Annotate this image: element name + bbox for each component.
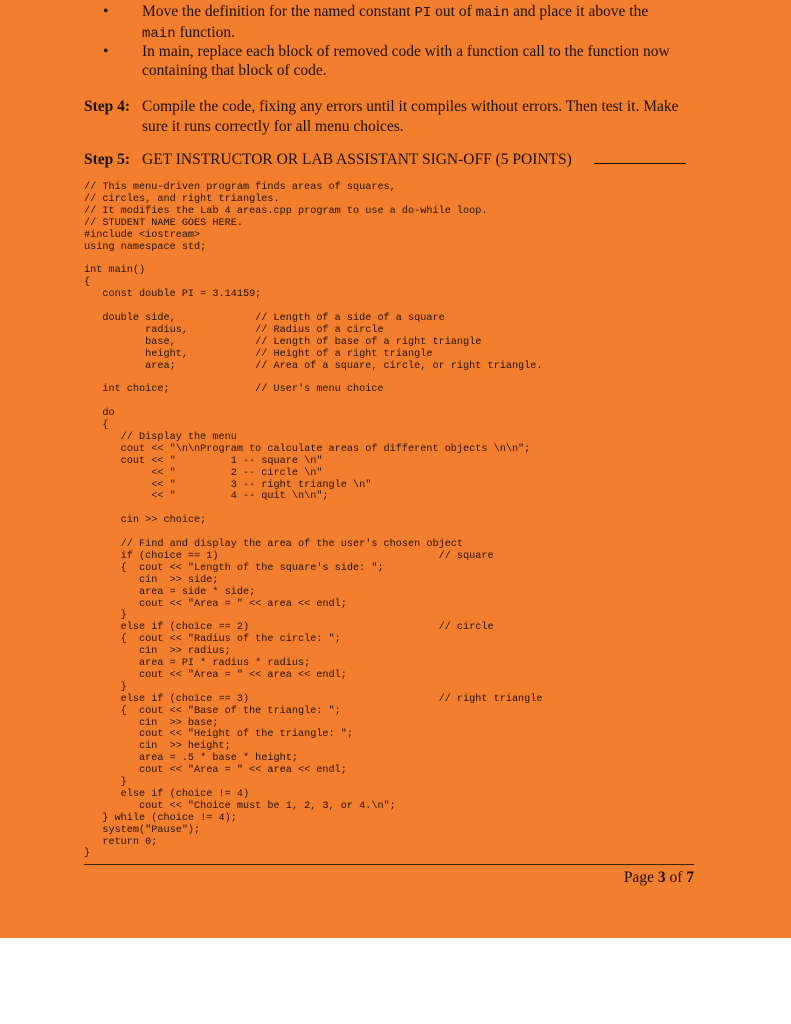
code-line: if (choice == 1) // square — [84, 550, 494, 562]
code-line: // This menu-driven program finds areas of squares, — [84, 182, 396, 193]
bullet-text: out of — [431, 3, 476, 20]
code-line: cin >> radius; — [84, 646, 231, 658]
code-line: } while (choice != 4); — [84, 812, 237, 824]
code-line: using namespace std; — [84, 241, 207, 253]
code-line: cout << "Area = " << area << endl; — [84, 669, 347, 681]
footer-text: Page — [623, 869, 658, 886]
bullet-text: In main, replace each block of removed code with a function call to the function now containing that block of code. — [142, 43, 670, 79]
code-line: base, // Length of base of a right triangle — [84, 336, 482, 348]
code-line: { — [84, 420, 109, 431]
code-line: { cout << "Base of the triangle: "; — [84, 705, 341, 717]
code-line: area; // Area of a square, circle, or right triangle. — [84, 360, 543, 372]
code-line: return 0; — [84, 836, 158, 848]
code-line: #include <iostream> — [84, 229, 201, 241]
code-line: else if (choice != 4) — [84, 788, 250, 800]
code-line: cout << "Choice must be 1, 2, 3, or 4.\n"; — [84, 800, 396, 812]
code-line: cout << " 1 -- square \n" — [84, 455, 323, 467]
code-term: main — [475, 5, 510, 21]
code-line: cout << "\n\nProgram to calculate areas of different objects \n\n"; — [84, 443, 531, 455]
code-line: { cout << "Length of the square's side: "; — [84, 562, 384, 574]
step-label: Step 4: — [84, 98, 131, 115]
code-line: // It modifies the Lab 4 areas.cpp program to use a do-while loop. — [84, 205, 488, 217]
code-line: double side, // Length of a side of a square — [84, 312, 445, 324]
code-line: else if (choice == 3) // right triangle — [84, 693, 543, 705]
code-line: cout << "Area = " << area << endl; — [84, 598, 347, 610]
code-line: const double PI = 3.14159; — [84, 289, 262, 301]
code-line: cout << "Height of the triangle: "; — [84, 729, 353, 741]
bullet-text: and place it above the — [509, 3, 649, 20]
bullet-text: Move the definition for the named constant — [142, 3, 415, 20]
bullet-text: function. — [175, 24, 236, 41]
page-footer — [624, 869, 694, 887]
code-line: cin >> choice; — [84, 515, 207, 527]
code-line: else if (choice == 2) // circle — [84, 622, 494, 634]
step-text: GET INSTRUCTOR OR LAB ASSISTANT SIGN-OFF (5 POINTS) — [142, 151, 572, 168]
page-number: 3 — [657, 869, 666, 886]
code-line: do — [84, 408, 115, 420]
code-line: int main() — [84, 265, 146, 277]
code-line: cin >> side; — [84, 574, 219, 586]
code-line: area = PI * radius * radius; — [84, 658, 311, 669]
code-line: radius, // Radius of a circle — [84, 324, 384, 336]
footer-rule — [84, 864, 694, 865]
code-line: } — [84, 610, 127, 622]
footer-text: of — [665, 869, 687, 886]
code-line: cin >> height; — [84, 741, 231, 753]
code-line: } — [84, 681, 127, 693]
code-term: PI — [414, 5, 432, 21]
code-line: << " 4 -- quit \n\n"; — [84, 491, 329, 503]
code-line: area = side * side; — [84, 586, 256, 598]
bullet-icon: • — [103, 3, 109, 20]
code-line: area = .5 * base * height; — [84, 753, 298, 765]
code-line: { — [84, 277, 91, 289]
code-line: << " 2 -- circle \n" — [84, 467, 323, 479]
code-line: } — [84, 848, 91, 860]
page-total: 7 — [686, 869, 694, 886]
code-line: { cout << "Radius of the circle: "; — [84, 634, 341, 646]
bullet-icon: • — [103, 43, 109, 60]
code-line: // Find and display the area of the user's chosen object — [84, 539, 464, 550]
code-line: } — [84, 777, 127, 788]
code-line: // Display the menu — [84, 431, 237, 443]
code-term: main — [142, 26, 176, 42]
step-label: Step 5: — [84, 151, 131, 168]
step-text: Compile the code, fixing any errors until it compiles without errors. Then test it. Make sure it runs correctly for all menu choices. — [142, 98, 679, 135]
code-line: cout << "Area = " << area << endl; — [84, 765, 347, 777]
code-line: cin >> base; — [84, 717, 219, 729]
code-line: << " 3 -- right triangle \n" — [84, 479, 372, 491]
code-line: height, // Height of a right triangle — [84, 348, 433, 360]
code-line: // circles, and right triangles. — [84, 193, 280, 205]
code-line: // STUDENT NAME GOES HERE. — [84, 217, 243, 229]
code-line: system("Pause"); — [84, 824, 201, 836]
code-line: int choice; // User's menu choice — [84, 384, 384, 396]
signoff-line — [594, 163, 686, 164]
